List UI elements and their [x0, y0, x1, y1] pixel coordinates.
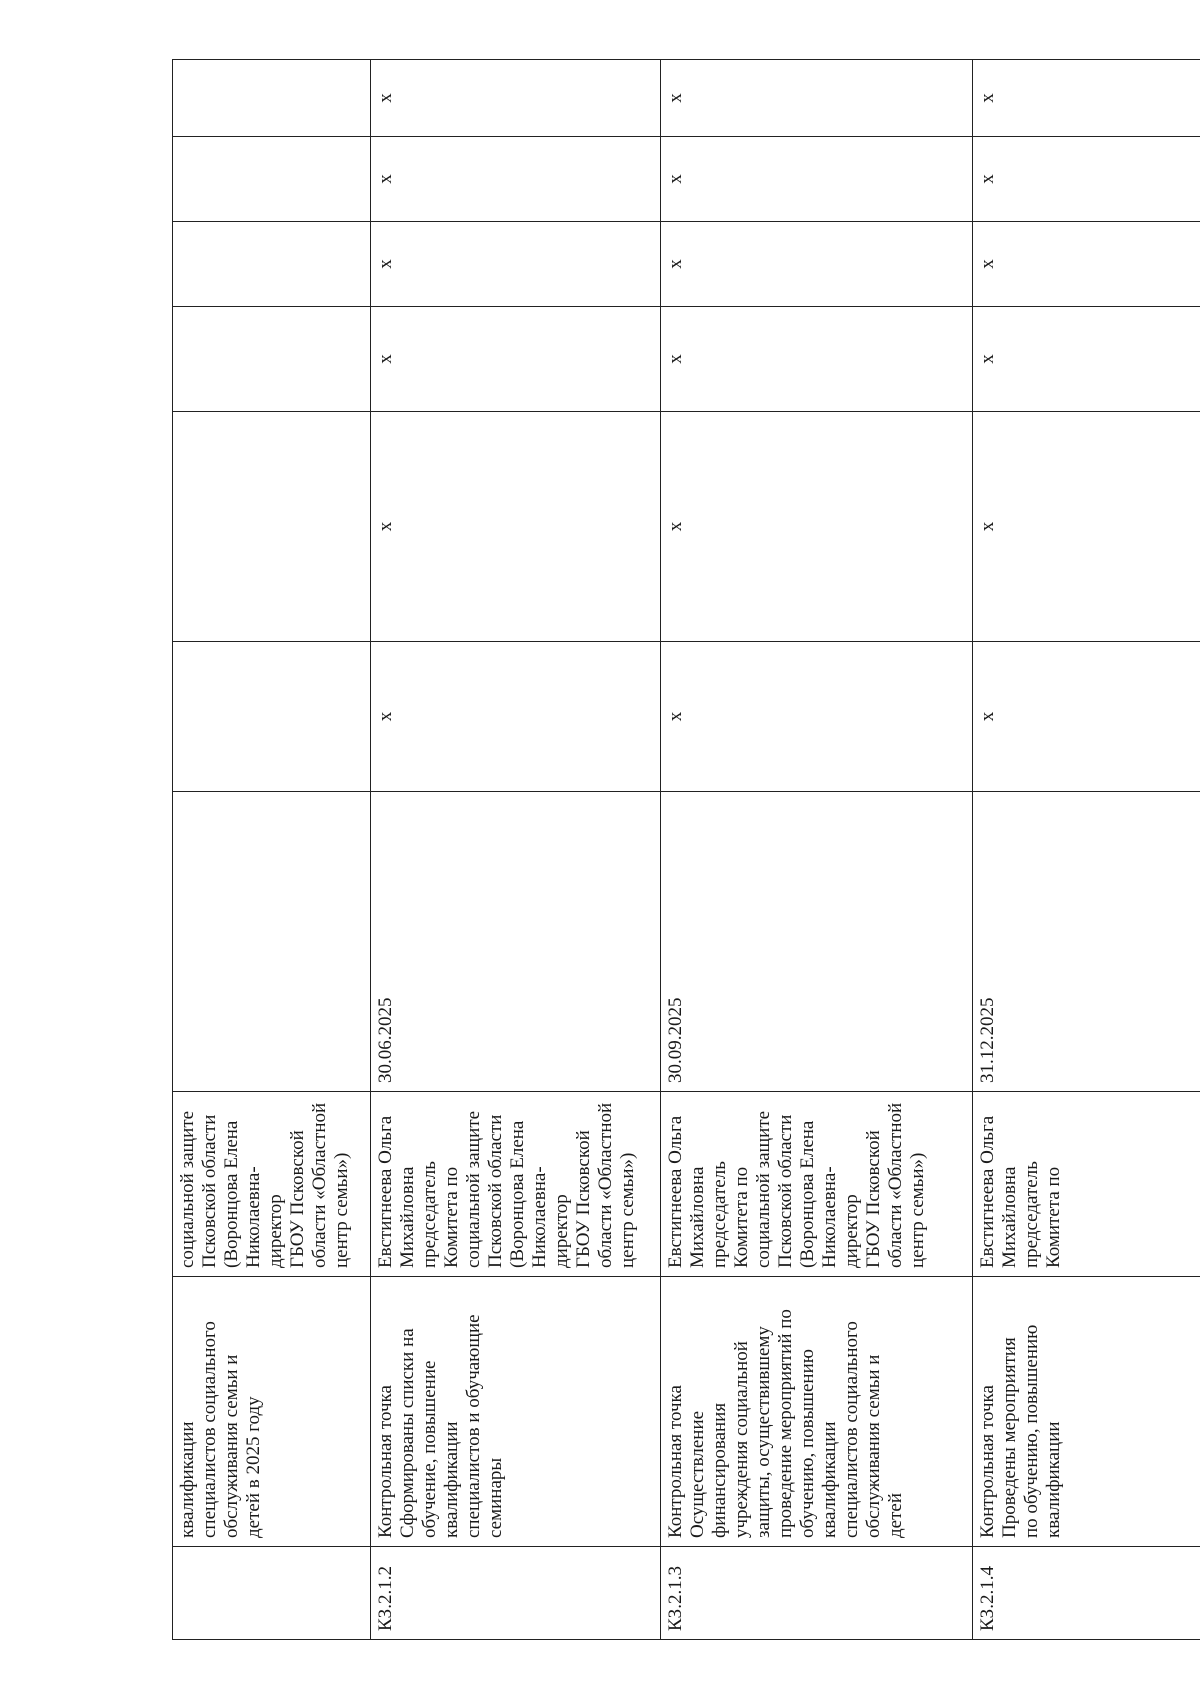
code-cell — [173, 1547, 371, 1640]
name-cell: Контрольная точка Проведены мероприятия по обучению, повышению квалификации — [973, 1277, 1200, 1547]
mark-cell: x — [661, 307, 973, 412]
mark-cell: x — [661, 60, 973, 137]
date-cell: 31.12.2025 — [973, 792, 1200, 1092]
mark-cell: x — [661, 222, 973, 307]
rotated-table-wrapper — [172, 60, 1200, 1640]
code-cell: КЗ.2.1.2 — [371, 1547, 661, 1640]
mark-cell: x — [973, 137, 1200, 222]
mark-cell: x — [371, 307, 661, 412]
table-row — [973, 60, 1200, 1640]
mark-cell — [173, 60, 371, 137]
mark-cell: x — [661, 137, 973, 222]
mark-cell: x — [371, 222, 661, 307]
table-row — [371, 60, 661, 1640]
name-cell: Контрольная точка Сформированы списки на обучение, повышение квалификации специалистов и обучающие семинары — [371, 1277, 661, 1547]
mark-cell: x — [371, 60, 661, 137]
date-cell — [173, 792, 371, 1092]
table-row — [173, 60, 371, 1640]
mark-cell — [173, 642, 371, 792]
mark-cell — [173, 307, 371, 412]
mark-cell: x — [973, 60, 1200, 137]
responsible-cell: Евстигнеева Ольга Михайловна председатель Комитета по социальной защите Псковской области (Воронцова Елена Николаевна- директор ГБОУ Псковской области «Областной центр семьи») — [661, 1092, 973, 1277]
responsible-cell: Евстигнеева Ольга Михайловна председатель Комитета по — [973, 1092, 1200, 1277]
date-cell: 30.06.2025 — [371, 792, 661, 1092]
mark-cell: x — [661, 412, 973, 642]
code-cell: КЗ.2.1.3 — [661, 1547, 973, 1640]
mark-cell: x — [371, 137, 661, 222]
mark-cell — [173, 222, 371, 307]
mark-cell: x — [973, 642, 1200, 792]
mark-cell — [173, 412, 371, 642]
name-cell: Контрольная точка Осуществление финансирования учреждения социальной защиты, осуществившему проведение мероприятий по обучению, повышению квалификации специалистов социального обслуживания семьи и детей — [661, 1277, 973, 1547]
mark-cell: x — [973, 412, 1200, 642]
code-cell: КЗ.2.1.4 — [973, 1547, 1200, 1640]
table-row — [661, 60, 973, 1640]
mark-cell: x — [973, 307, 1200, 412]
date-cell: 30.09.2025 — [661, 792, 973, 1092]
mark-cell: x — [973, 222, 1200, 307]
mark-cell — [173, 137, 371, 222]
mark-cell: x — [661, 642, 973, 792]
mark-cell: x — [371, 412, 661, 642]
responsible-cell: Евстигнеева Ольга Михайловна председатель Комитета по социальной защите Псковской области (Воронцова Елена Николаевна- директор ГБОУ Псковской области «Областной центр семьи») — [371, 1092, 661, 1277]
mark-cell: x — [371, 642, 661, 792]
control-points-table — [172, 59, 1200, 1640]
name-cell: квалификации специалистов социального обслуживания семьи и детей в 2025 году — [173, 1277, 371, 1547]
responsible-cell: социальной защите Псковской области (Воронцова Елена Николаевна- директор ГБОУ Псковской области «Областной центр семьи») — [173, 1092, 371, 1277]
